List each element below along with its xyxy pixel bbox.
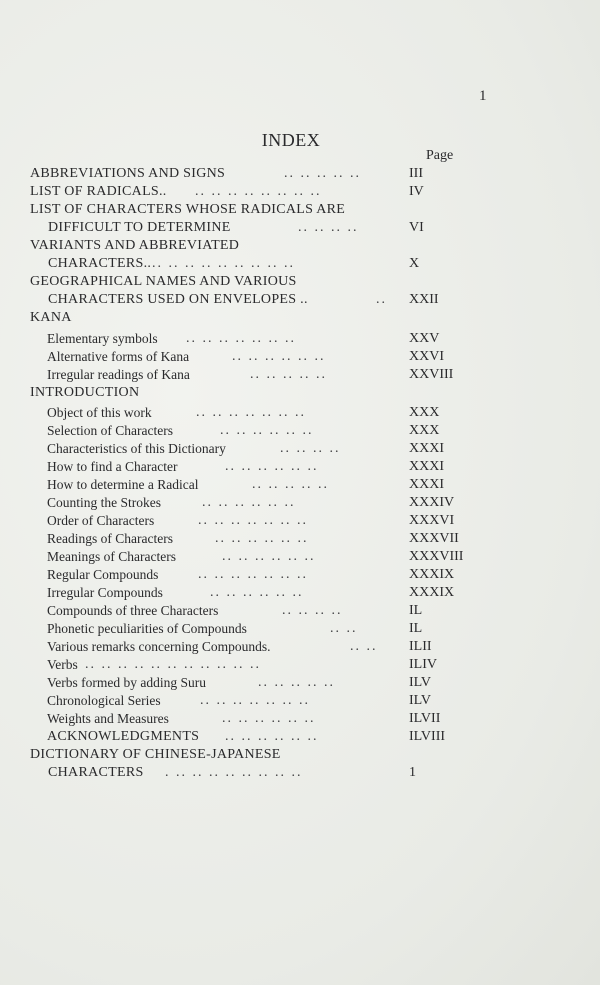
page-column-header: Page	[426, 148, 454, 163]
toc-entry	[0, 422, 600, 440]
toc-entry	[0, 494, 600, 512]
toc-entry-label: LIST OF RADICALS..	[30, 184, 167, 199]
toc-entry-page: XXV	[409, 331, 440, 346]
toc-entry	[0, 764, 600, 782]
toc-entry-label: Verbs formed by adding Suru	[47, 675, 206, 690]
toc-entry-leader-dots: .. .. .. .. .. ..	[210, 585, 304, 600]
toc-entry	[0, 404, 600, 422]
toc-entry-label: Meanings of Characters	[47, 549, 176, 564]
toc-entry-leader-dots: .. .. .. .. .. ..	[222, 711, 316, 726]
toc-entry	[0, 710, 600, 728]
toc-entry-leader-dots: .. .. .. ..	[298, 220, 359, 235]
toc-entry-label: How to find a Character	[47, 459, 178, 474]
toc-entry-page: X	[409, 256, 420, 271]
toc-entry-label: Selection of Characters	[47, 423, 173, 438]
toc-entry	[0, 602, 600, 620]
toc-entry	[0, 674, 600, 692]
toc-entry-label: Irregular readings of Kana	[47, 367, 190, 382]
toc-entry-page: XXXI	[409, 441, 444, 456]
toc-entry-label: Various remarks concerning Compounds.	[47, 639, 271, 654]
toc-entry-leader-dots: .. .. .. .. .. ..	[220, 423, 314, 438]
toc-entry-page: XXXVI	[409, 513, 455, 528]
toc-entry-page: XXVI	[409, 349, 444, 364]
toc-entry-page: 1	[409, 765, 416, 780]
toc-entry	[0, 548, 600, 566]
toc-entry-leader-dots: .. .. .. .. ..	[250, 367, 327, 382]
toc-entry-page: ILV	[409, 675, 432, 690]
toc-entry	[0, 638, 600, 656]
toc-entry	[0, 566, 600, 584]
toc-entry-leader-dots: .. .. .. .. .. .. ..	[186, 331, 296, 346]
toc-entry	[0, 255, 600, 273]
page-title: INDEX	[261, 130, 321, 150]
toc-entry-label: CHARACTERS	[48, 765, 144, 780]
toc-entry-label: GEOGRAPHICAL NAMES AND VARIOUS	[30, 274, 297, 289]
toc-entry-label: VARIANTS AND ABBREVIATED	[30, 238, 240, 253]
toc-entry-label: How to determine a Radical	[47, 477, 199, 492]
toc-entry-label: Compounds of three Characters	[47, 603, 219, 618]
toc-entry	[0, 330, 600, 348]
toc-entry-label: ACKNOWLEDGMENTS	[47, 729, 200, 744]
toc-entry	[0, 183, 600, 201]
toc-entry-label: KANA	[30, 310, 72, 325]
toc-entry-label: Verbs	[47, 657, 78, 672]
toc-entry-leader-dots: .. ..	[330, 621, 358, 636]
toc-entry-page: VI	[409, 220, 424, 235]
toc-entry-leader-dots: .. .. .. .. ..	[258, 675, 335, 690]
toc-entry-leader-dots: .. .. .. .. .. ..	[222, 549, 316, 564]
toc-entry	[0, 291, 600, 309]
toc-entry	[0, 512, 600, 530]
toc-entry-page: IV	[409, 184, 424, 199]
toc-entry-page: XXXVIII	[409, 549, 464, 564]
toc-entry	[0, 165, 600, 183]
toc-entry-leader-dots: .. .. .. .. .. .. .. ..	[195, 184, 322, 199]
toc-entry-label: CHARACTERS USED ON ENVELOPES ..	[48, 292, 308, 307]
toc-entry-leader-dots: .. .. .. .. ..	[252, 477, 329, 492]
toc-entry	[0, 476, 600, 494]
toc-entry	[0, 746, 600, 764]
toc-entry-leader-dots: .. .. .. .. .. ..	[225, 729, 319, 744]
toc-entry-label: Characteristics of this Dictionary	[47, 441, 226, 456]
toc-entry-page: XXX	[409, 405, 440, 420]
toc-entry-leader-dots: .. .. .. .. .. .. ..	[198, 567, 308, 582]
toc-entry	[0, 219, 600, 237]
toc-entry-leader-dots: .. .. .. .. .. ..	[215, 531, 309, 546]
toc-entry-leader-dots: . .. .. .. .. .. .. .. ..	[165, 765, 303, 780]
toc-entry-label: LIST OF CHARACTERS WHOSE RADICALS ARE	[30, 202, 346, 217]
toc-entry-page: XXXIX	[409, 585, 455, 600]
toc-entry-leader-dots: .. .. .. .. .. ..	[225, 459, 319, 474]
toc-entry-leader-dots: .. ..	[350, 639, 378, 654]
toc-entry-label: Order of Characters	[47, 513, 155, 528]
toc-entry-page: XXII	[409, 292, 439, 307]
toc-entry-leader-dots: .. .. .. .. .. ..	[232, 349, 326, 364]
toc-entry-label: Counting the Strokes	[47, 495, 161, 510]
toc-entry-page: IL	[409, 621, 423, 636]
toc-entry	[0, 348, 600, 366]
toc-entry-leader-dots: .. .. .. .. .. ..	[202, 495, 296, 510]
toc-entry-page: III	[409, 166, 423, 181]
toc-entry-page: XXXVII	[409, 531, 459, 546]
toc-entry-leader-dots: .. .. .. ..	[280, 441, 341, 456]
toc-entry-page: ILII	[409, 639, 432, 654]
toc-entry-label: Regular Compounds	[47, 567, 159, 582]
toc-entry-label: Object of this work	[47, 405, 152, 420]
toc-entry-label: Chronological Series	[47, 693, 161, 708]
toc-entry	[0, 458, 600, 476]
toc-entry	[0, 728, 600, 746]
toc-entry	[0, 273, 600, 291]
toc-entry	[0, 530, 600, 548]
toc-entry-leader-dots: .. .. .. .. .. .. ..	[196, 405, 306, 420]
toc-entry	[0, 692, 600, 710]
toc-entry-page: XXX	[409, 423, 440, 438]
toc-entry-label: DIFFICULT TO DETERMINE	[48, 220, 231, 235]
toc-entry	[0, 384, 600, 402]
toc-entry-label: DICTIONARY OF CHINESE-JAPANESE	[30, 747, 281, 762]
toc-entry-page: ILVII	[409, 711, 441, 726]
toc-entry-label: Readings of Characters	[47, 531, 173, 546]
toc-entry-page: XXXIX	[409, 567, 455, 582]
toc-entry-leader-dots: ..	[376, 292, 387, 307]
toc-entry-leader-dots: .. .. .. .. .. .. .. .. ..	[152, 256, 295, 271]
toc-entry-page: ILV	[409, 693, 432, 708]
toc-entry-leader-dots: .. .. .. .. .. .. .. .. .. .. ..	[85, 657, 261, 672]
toc-entry-label: INTRODUCTION	[30, 385, 140, 400]
toc-entry	[0, 584, 600, 602]
toc-entry-page: XXXI	[409, 459, 444, 474]
toc-entry-label: Phonetic peculiarities of Compounds	[47, 621, 247, 636]
toc-entry-page: ILIV	[409, 657, 437, 672]
toc-entry-page: ILVIII	[409, 729, 446, 744]
toc-entry-page: XXVIII	[409, 367, 454, 382]
toc-entry	[0, 620, 600, 638]
toc-entry	[0, 440, 600, 458]
toc-entry	[0, 309, 600, 327]
toc-entry-page: XXXI	[409, 477, 444, 492]
page-number: 1	[479, 88, 487, 104]
toc-entry	[0, 237, 600, 255]
toc-entry	[0, 366, 600, 384]
toc-entry-leader-dots: .. .. .. .. .. .. ..	[200, 693, 310, 708]
toc-entry-label: Elementary symbols	[47, 331, 158, 346]
toc-entry-leader-dots: .. .. .. .. .. .. ..	[198, 513, 308, 528]
toc-entry	[0, 656, 600, 674]
toc-entry-label: CHARACTERS..	[48, 256, 152, 271]
toc-entry-page: IL	[409, 603, 423, 618]
toc-entry-leader-dots: .. .. .. ..	[282, 603, 343, 618]
toc-entry-label: Irregular Compounds	[47, 585, 163, 600]
toc-entry-label: Alternative forms of Kana	[47, 349, 190, 364]
toc-entry	[0, 201, 600, 219]
toc-entry-label: Weights and Measures	[47, 711, 169, 726]
toc-entry-label: ABBREVIATIONS AND SIGNS	[30, 166, 226, 181]
toc-entry-page: XXXIV	[409, 495, 455, 510]
toc-entry-leader-dots: .. .. .. .. ..	[284, 166, 361, 181]
